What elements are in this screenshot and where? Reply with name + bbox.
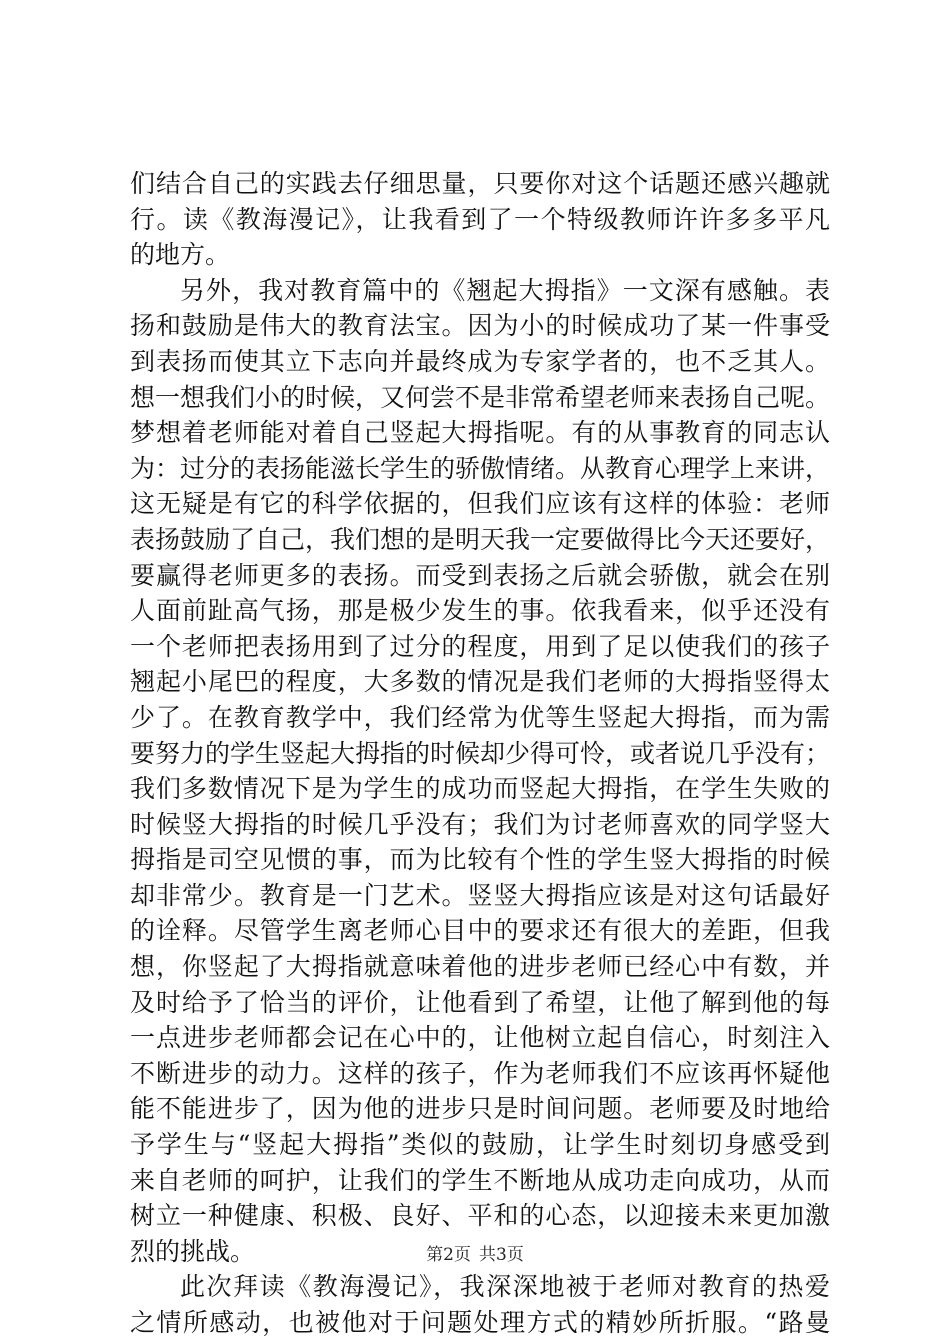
text-line: 扬和鼓励是伟大的教育法宝。因为小的时候成功了某一件事受 bbox=[130, 311, 830, 341]
text-line: 时候竖大拇指的时候几乎没有；我们为讨老师喜欢的同学竖大 bbox=[130, 809, 830, 839]
text-line: 少了。在教育教学中，我们经常为优等生竖起大拇指，而为需 bbox=[130, 702, 830, 732]
text-line: 及时给予了恰当的评价，让他看到了希望，让他了解到他的每 bbox=[130, 987, 830, 1017]
document-body bbox=[130, 166, 830, 1341]
text-line: 的诠释。尽管学生离老师心目中的要求还有很大的差距，但我 bbox=[130, 916, 830, 946]
text-line: 烈的挑战。 bbox=[130, 1236, 256, 1266]
text-line: 要赢得老师更多的表扬。而受到表扬之后就会骄傲，就会在别 bbox=[130, 560, 830, 590]
text-line: 不断进步的动力。这样的孩子，作为老师我们不应该再怀疑他 bbox=[130, 1058, 830, 1088]
text-line: 人面前趾高气扬，那是极少发生的事。依我看来，似乎还没有 bbox=[130, 596, 830, 626]
text-line: 来自老师的呵护，让我们的学生不断地从成功走向成功，从而 bbox=[130, 1165, 830, 1195]
text-line: 翘起小尾巴的程度，大多数的情况是我们老师的大拇指竖得太 bbox=[130, 667, 830, 697]
paragraph-first-line: 另外，我对教育篇中的《翘起大拇指》一文深有感触。表 bbox=[180, 275, 830, 305]
text-line: 梦想着老师能对着自己竖起大拇指呢。有的从事教育的同志认 bbox=[130, 418, 830, 448]
text-line: 想，你竖起了大拇指就意味着他的进步老师已经心中有数，并 bbox=[130, 952, 830, 982]
page-footer bbox=[0, 1243, 950, 1267]
page-number: 第2页 bbox=[426, 1245, 471, 1265]
paragraph-first-line: 此次拜读《教海漫记》，我深深地被于老师对教育的热爱 bbox=[180, 1272, 830, 1302]
text-line: 能不能进步了，因为他的进步只是时间问题。老师要及时地给 bbox=[130, 1094, 830, 1124]
text-line: 们结合自己的实践去仔细思量，只要你对这个话题还感兴趣就 bbox=[130, 169, 830, 198]
text-line: 要努力的学生竖起大拇指的时候却少得可怜，或者说几乎没有； bbox=[130, 738, 831, 768]
text-line: 到表扬而使其立下志向并最终成为专家学者的，也不乏其人。 bbox=[130, 346, 830, 376]
text-line: 表扬鼓励了自己，我们想的是明天我一定要做得比今天还要好， bbox=[130, 524, 831, 554]
text-line: 一个老师把表扬用到了过分的程度，用到了足以使我们的孩子 bbox=[130, 631, 830, 661]
text-line: 这无疑是有它的科学依据的，但我们应该有这样的体验：老师 bbox=[130, 489, 830, 519]
text-line: 予学生与“竖起大拇指”类似的鼓励，让学生时刻切身感受到 bbox=[130, 1130, 830, 1160]
text-line: 树立一种健康、积极、良好、平和的心态，以迎接未来更加激 bbox=[130, 1201, 830, 1231]
text-line: 行。读《教海漫记》，让我看到了一个特级教师许许多多平凡 bbox=[130, 204, 830, 234]
text-line: 一点进步老师都会记在心中的，让他树立起自信心，时刻注入 bbox=[130, 1023, 830, 1053]
text-line: 之情所感动，也被他对于问题处理方式的精妙所折服。“路曼 bbox=[130, 1308, 830, 1337]
text-line: 想一想我们小的时候，又何尝不是非常希望老师来表扬自己呢。 bbox=[130, 382, 831, 412]
text-line: 我们多数情况下是为学生的成功而竖起大拇指，在学生失败的 bbox=[130, 774, 830, 804]
text-line: 的地方。 bbox=[130, 240, 231, 270]
page-total: 共3页 bbox=[479, 1245, 524, 1265]
text-line: 拇指是司空见惯的事，而为比较有个性的学生竖大拇指的时候 bbox=[130, 845, 830, 875]
text-line: 为：过分的表扬能滋长学生的骄傲情绪。从教育心理学上来讲， bbox=[130, 453, 831, 483]
text-line: 却非常少。教育是一门艺术。竖竖大拇指应该是对这句话最好 bbox=[130, 880, 830, 910]
